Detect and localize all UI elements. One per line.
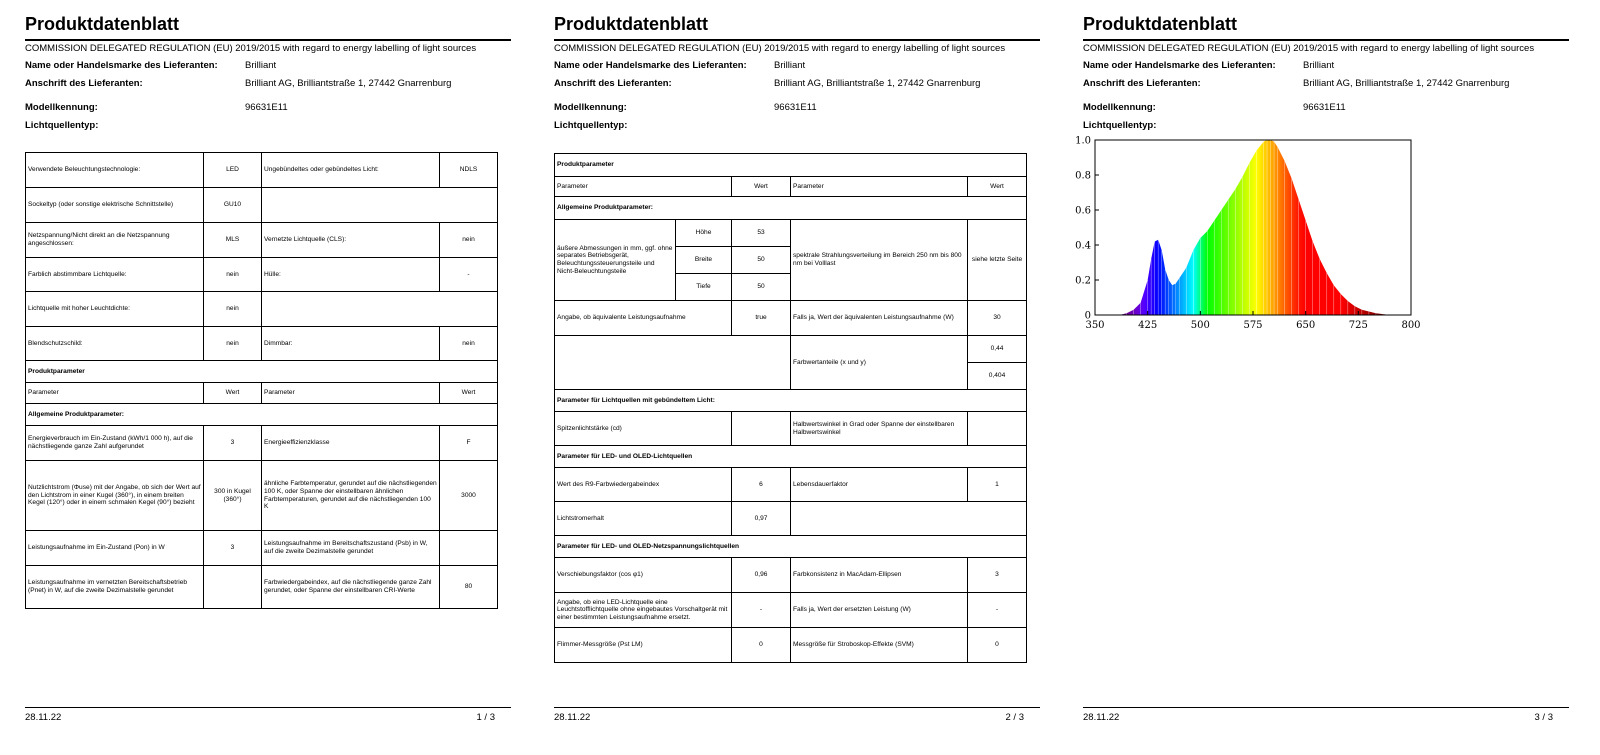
cell-label: Sockeltyp (oder sonstige elektrische Schnittstelle) bbox=[26, 188, 204, 223]
section-row bbox=[555, 197, 1027, 220]
y-tick-label: 1.0 bbox=[1075, 135, 1091, 147]
spectral-distribution-chart bbox=[1075, 134, 1435, 334]
cell-value: 1 bbox=[968, 468, 1027, 502]
section-row bbox=[555, 446, 1027, 468]
column-header: Wert bbox=[968, 177, 1027, 197]
section-heading: Parameter für Lichtquellen mit gebündeltem Licht: bbox=[555, 390, 1027, 412]
cell-label: Nutzlichtstrom (Φuse) mit der Angabe, ob sich der Wert auf den Lichtstrom in einer Kugel (360°), in einem breiten Kegel (120°) oder in einem schmalen Kegel (90°) bezieht bbox=[26, 461, 204, 531]
table-row bbox=[555, 220, 1027, 247]
dimensions-label: äußere Abmessungen in mm, ggf. ohne separates Betriebsgerät, Beleuchtungssteuerungsteile und Nicht-Beleuchtungsteile bbox=[555, 220, 676, 301]
model-value: 96631E11 bbox=[1303, 102, 1346, 113]
table-row bbox=[555, 468, 1027, 502]
cell-value: 80 bbox=[440, 566, 498, 609]
footer-rule bbox=[25, 707, 511, 708]
cell-value: nein bbox=[440, 223, 498, 258]
cell-label: Breite bbox=[676, 247, 732, 274]
section-row bbox=[26, 404, 498, 426]
model-label: Modellkennung: bbox=[554, 102, 627, 113]
section-heading: Parameter für LED- und OLED-Lichtquellen bbox=[555, 446, 1027, 468]
cell-value: 6 bbox=[732, 468, 791, 502]
cell-value: 30 bbox=[968, 301, 1027, 336]
column-header: Wert bbox=[440, 383, 498, 404]
supplier-label: Name oder Handelsmarke des Lieferanten: bbox=[25, 60, 218, 71]
address-value: Brilliant AG, Brilliantstraße 1, 27442 Gnarrenburg bbox=[245, 78, 452, 89]
cell-label: Farbwiedergabeindex, auf die nächstliegende ganze Zahl gerundet, oder Spanne der einstellbaren CRI-Werte bbox=[262, 566, 440, 609]
column-header: Wert bbox=[732, 177, 791, 197]
cell-value: 53 bbox=[732, 220, 791, 247]
cell-empty bbox=[555, 336, 791, 390]
section-heading: Allgemeine Produktparameter: bbox=[26, 404, 498, 426]
cell-value: MLS bbox=[204, 223, 262, 258]
spectrum-bars bbox=[1113, 140, 1390, 315]
x-tick-label: 575 bbox=[1243, 320, 1263, 331]
table-row bbox=[555, 593, 1027, 628]
address-label: Anschrift des Lieferanten: bbox=[554, 78, 672, 89]
cell-empty bbox=[791, 502, 1027, 536]
cell-label: Halbwertswinkel in Grad oder Spanne der einstellbaren Halbwertswinkel bbox=[791, 412, 968, 446]
address-value: Brilliant AG, Brilliantstraße 1, 27442 Gnarrenburg bbox=[774, 78, 981, 89]
cell-label: Angabe, ob äquivalente Leistungsaufnahme bbox=[555, 301, 732, 336]
spectrum-area bbox=[1113, 140, 1390, 315]
table-row bbox=[555, 628, 1027, 663]
cell-value: 0,96 bbox=[732, 558, 791, 593]
column-header: Wert bbox=[204, 383, 262, 404]
table-row bbox=[26, 327, 498, 361]
cell-value: nein bbox=[204, 327, 262, 361]
datasheet-page-3 bbox=[1075, 0, 1583, 755]
supplier-value: Brilliant bbox=[245, 60, 277, 71]
table-row bbox=[555, 336, 1027, 363]
lighttype-label: Lichtquellentyp: bbox=[1083, 120, 1157, 131]
product-parameters-table bbox=[554, 153, 1027, 663]
page-number: 1 / 3 bbox=[476, 712, 495, 723]
cell-label: Leistungsaufnahme im Bereitschaftszustand (Psb) in W, auf die zweite Dezimalstelle gerundet bbox=[262, 531, 440, 566]
column-header: Parameter bbox=[262, 383, 440, 404]
column-header: Parameter bbox=[26, 383, 204, 404]
section-row bbox=[26, 361, 498, 383]
cell-label: Verwendete Beleuchtungstechnologie: bbox=[26, 153, 204, 188]
cell-label: Falls ja, Wert der äquivalenten Leistungsaufnahme (W) bbox=[791, 301, 968, 336]
table-row bbox=[26, 426, 498, 461]
cell-label: Lichtstromerhalt bbox=[555, 502, 732, 536]
table-row bbox=[26, 223, 498, 258]
page-number: 3 / 3 bbox=[1534, 712, 1553, 723]
x-tick-label: 800 bbox=[1401, 320, 1421, 331]
cell-label: Verschiebungsfaktor (cos φ1) bbox=[555, 558, 732, 593]
cell-label: Ungebündeltes oder gebündeltes Licht: bbox=[262, 153, 440, 188]
regulation-text: COMMISSION DELEGATED REGULATION (EU) 2019/2015 with regard to energy labelling of light sources bbox=[25, 43, 477, 54]
section-heading: Allgemeine Produktparameter: bbox=[555, 197, 1027, 220]
datasheet-page-1 bbox=[17, 0, 525, 755]
footer-rule bbox=[1083, 707, 1569, 708]
cell-value bbox=[204, 566, 262, 609]
model-label: Modellkennung: bbox=[25, 102, 98, 113]
cell-label: Farbkonsistenz in MacAdam-Ellipsen bbox=[791, 558, 968, 593]
x-tick-label: 425 bbox=[1138, 320, 1158, 331]
table-row bbox=[26, 188, 498, 223]
cell-value: nein bbox=[204, 292, 262, 327]
cell-value: LED bbox=[204, 153, 262, 188]
address-label: Anschrift des Lieferanten: bbox=[25, 78, 143, 89]
supplier-value: Brilliant bbox=[1303, 60, 1335, 71]
cell-label: Flimmer-Messgröße (Pst LM) bbox=[555, 628, 732, 663]
cell-empty bbox=[262, 188, 498, 223]
cell-value: 0,97 bbox=[732, 502, 791, 536]
section-row bbox=[555, 154, 1027, 177]
title-rule bbox=[25, 39, 511, 41]
footer-date: 28.11.22 bbox=[1083, 712, 1120, 723]
cell-value: 3 bbox=[968, 558, 1027, 593]
footer-date: 28.11.22 bbox=[554, 712, 591, 723]
table-row bbox=[26, 461, 498, 531]
address-label: Anschrift des Lieferanten: bbox=[1083, 78, 1201, 89]
model-label: Modellkennung: bbox=[1083, 102, 1156, 113]
supplier-label: Name oder Handelsmarke des Lieferanten: bbox=[1083, 60, 1276, 71]
cell-value bbox=[440, 531, 498, 566]
page-title: Produktdatenblatt bbox=[1083, 14, 1238, 34]
y-tick-label: 0 bbox=[1084, 310, 1091, 322]
cell-empty bbox=[262, 292, 498, 327]
spectral-value: siehe letzte Seite bbox=[968, 220, 1027, 301]
footer-date: 28.11.22 bbox=[25, 712, 62, 723]
table-row bbox=[26, 292, 498, 327]
cell-label: Farbwertanteile (x und y) bbox=[791, 336, 968, 390]
cell-label: Blendschutzschild: bbox=[26, 327, 204, 361]
model-value: 96631E11 bbox=[245, 102, 288, 113]
cell-value: 50 bbox=[732, 247, 791, 274]
cell-label: Angabe, ob eine LED-Lichtquelle eine Leuchtstofflichtquelle ohne eingebautes Vorschaltgerät mit einer bestimmten Leistungsaufnahme ersetzt. bbox=[555, 593, 732, 628]
cell-value: 3 bbox=[204, 531, 262, 566]
cell-value: - bbox=[440, 258, 498, 292]
table-row bbox=[555, 558, 1027, 593]
x-tick-label: 650 bbox=[1296, 320, 1316, 331]
cell-value: 3000 bbox=[440, 461, 498, 531]
y-tick-label: 0.6 bbox=[1075, 205, 1091, 217]
cell-value bbox=[732, 412, 791, 446]
cell-value: true bbox=[732, 301, 791, 336]
page-number: 2 / 3 bbox=[1005, 712, 1024, 723]
column-header: Parameter bbox=[555, 177, 732, 197]
cell-value: nein bbox=[440, 327, 498, 361]
table-row bbox=[26, 258, 498, 292]
cell-label: Höhe bbox=[676, 220, 732, 247]
cell-label: Farblich abstimmbare Lichtquelle: bbox=[26, 258, 204, 292]
title-rule bbox=[1083, 39, 1569, 41]
cell-label: Tiefe bbox=[676, 274, 732, 301]
cell-value: 300 in Kugel (360°) bbox=[204, 461, 262, 531]
cell-value: 0 bbox=[732, 628, 791, 663]
lighttype-label: Lichtquellentyp: bbox=[554, 120, 628, 131]
cell-value: GU10 bbox=[204, 188, 262, 223]
cell-label: Leistungsaufnahme im vernetzten Bereitschaftsbetrieb (Pnet) in W, auf die zweite Dezimalstelle gerundet bbox=[26, 566, 204, 609]
cell-value: F bbox=[440, 426, 498, 461]
cell-value: 3 bbox=[204, 426, 262, 461]
product-info-table bbox=[25, 152, 498, 609]
cell-value: - bbox=[732, 593, 791, 628]
column-header: Parameter bbox=[791, 177, 968, 197]
x-tick-label: 500 bbox=[1190, 320, 1210, 331]
cell-label: Vernetzte Lichtquelle (CLS): bbox=[262, 223, 440, 258]
table-row bbox=[555, 301, 1027, 336]
x-tick-label: 725 bbox=[1348, 320, 1368, 331]
lighttype-label: Lichtquellentyp: bbox=[25, 120, 99, 131]
table-row bbox=[26, 566, 498, 609]
cell-label: Lebensdauerfaktor bbox=[791, 468, 968, 502]
section-row bbox=[555, 390, 1027, 412]
spectral-label: spektrale Strahlungsverteilung im Bereich 250 nm bis 800 nm bei Volllast bbox=[791, 220, 968, 301]
section-heading: Produktparameter bbox=[26, 361, 498, 383]
cell-value: NDLS bbox=[440, 153, 498, 188]
table-row bbox=[555, 412, 1027, 446]
table-row bbox=[26, 531, 498, 566]
cell-label: Hülle: bbox=[262, 258, 440, 292]
cell-value: 0,44 bbox=[968, 336, 1027, 363]
cell-label: Dimmbar: bbox=[262, 327, 440, 361]
table-row bbox=[555, 502, 1027, 536]
section-heading: Produktparameter bbox=[555, 154, 1027, 177]
cell-value bbox=[968, 412, 1027, 446]
cell-value: - bbox=[968, 593, 1027, 628]
y-tick-label: 0.2 bbox=[1075, 275, 1091, 287]
cell-label: Leistungsaufnahme im Ein-Zustand (Pon) in W bbox=[26, 531, 204, 566]
page-title: Produktdatenblatt bbox=[554, 14, 709, 34]
cell-label: Energieeffizienzklasse bbox=[262, 426, 440, 461]
supplier-label: Name oder Handelsmarke des Lieferanten: bbox=[554, 60, 747, 71]
column-header-row bbox=[26, 383, 498, 404]
cell-value: nein bbox=[204, 258, 262, 292]
regulation-text: COMMISSION DELEGATED REGULATION (EU) 2019/2015 with regard to energy labelling of light sources bbox=[554, 43, 1006, 54]
cell-label: Falls ja, Wert der ersetzten Leistung (W) bbox=[791, 593, 968, 628]
datasheet-page-2 bbox=[546, 0, 1054, 755]
cell-label: Netzspannung/Nicht direkt an die Netzspannung angeschlossen: bbox=[26, 223, 204, 258]
cell-label: Energieverbrauch im Ein-Zustand (kWh/1 000 h), auf die nächstliegende ganze Zahl aufgerundet bbox=[26, 426, 204, 461]
cell-label: ähnliche Farbtemperatur, gerundet auf die nächstliegenden 100 K, oder Spanne der einstellbaren ähnlichen Farbtemperaturen, gerundet auf die nächstliegenden 100 K bbox=[262, 461, 440, 531]
title-rule bbox=[554, 39, 1040, 41]
cell-label: Spitzenlichtstärke (cd) bbox=[555, 412, 732, 446]
footer-rule bbox=[554, 707, 1040, 708]
model-value: 96631E11 bbox=[774, 102, 817, 113]
table-row bbox=[26, 153, 498, 188]
cell-label: Lichtquelle mit hoher Leuchtdichte: bbox=[26, 292, 204, 327]
cell-value: 50 bbox=[732, 274, 791, 301]
supplier-value: Brilliant bbox=[774, 60, 806, 71]
y-tick-label: 0.8 bbox=[1075, 170, 1091, 182]
y-tick-label: 0.4 bbox=[1075, 240, 1091, 252]
cell-value: 0,404 bbox=[968, 363, 1027, 390]
cell-label: Messgröße für Stroboskop-Effekte (SVM) bbox=[791, 628, 968, 663]
section-heading: Parameter für LED- und OLED-Netzspannungslichtquellen bbox=[555, 536, 1027, 558]
cell-label: Wert des R9-Farbwiedergabeindex bbox=[555, 468, 732, 502]
page-title: Produktdatenblatt bbox=[25, 14, 180, 34]
cell-value: 0 bbox=[968, 628, 1027, 663]
regulation-text: COMMISSION DELEGATED REGULATION (EU) 2019/2015 with regard to energy labelling of light sources bbox=[1083, 43, 1535, 54]
x-tick-label: 350 bbox=[1085, 320, 1105, 331]
column-header-row bbox=[555, 177, 1027, 197]
section-row bbox=[555, 536, 1027, 558]
address-value: Brilliant AG, Brilliantstraße 1, 27442 Gnarrenburg bbox=[1303, 78, 1510, 89]
